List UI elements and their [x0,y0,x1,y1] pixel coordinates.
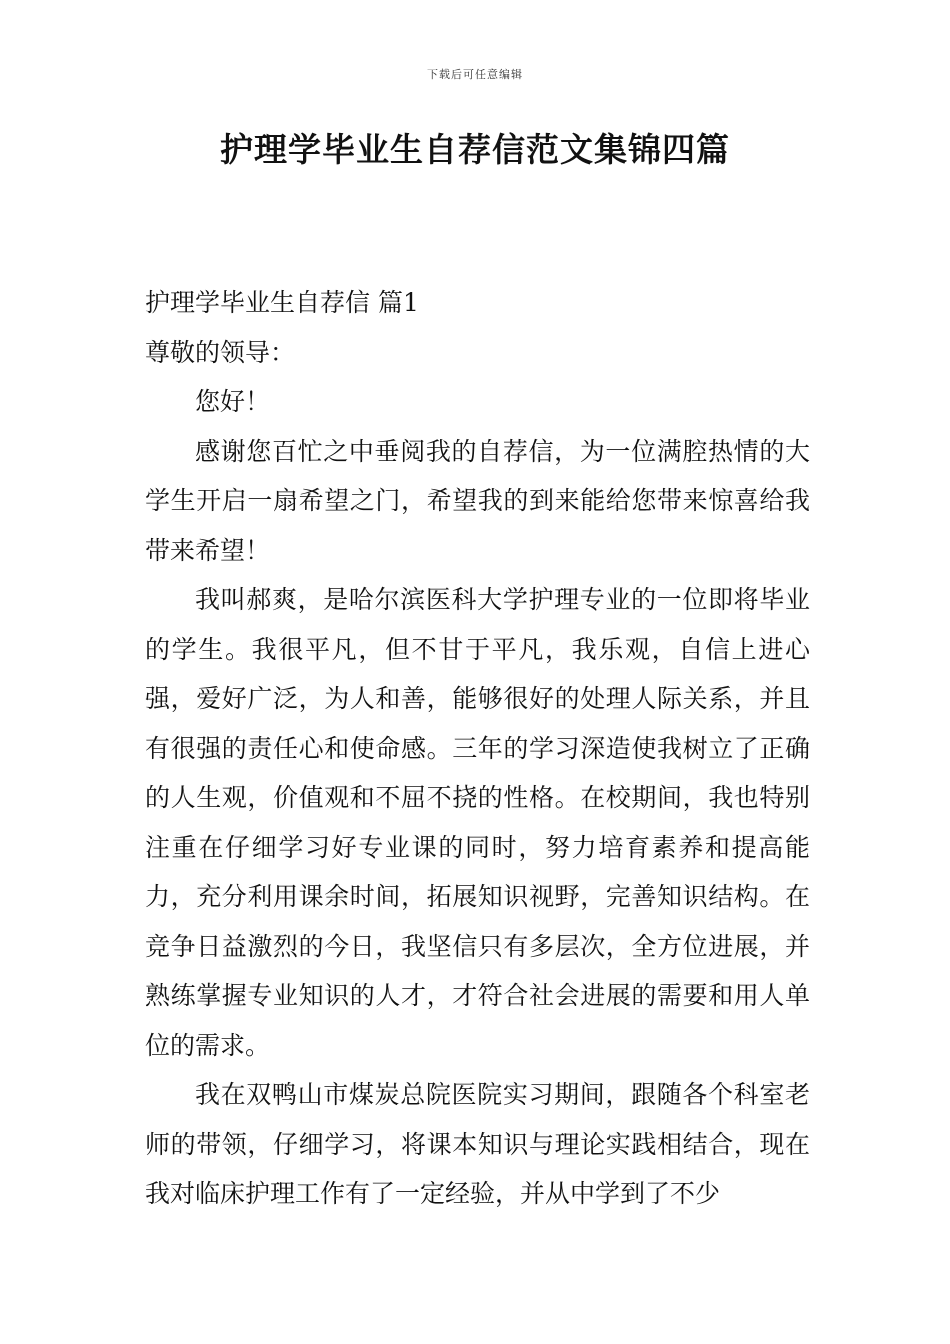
paragraph-thanks: 感谢您百忙之中垂阅我的自荐信，为一位满腔热情的大学生开启一扇希望之门，希望我的到来能给您带来惊喜给我带来希望！ [145,436,810,565]
document-body [145,278,810,1219]
header-note: 下载后可任意编辑 [427,68,523,81]
greeting: 您好！ [195,387,271,416]
document-title: 护理学毕业生自荐信范文集锦四篇 [220,130,730,169]
paragraph-internship: 我在双鸭山市煤炭总院医院实习期间，跟随各个科室老师的带领，仔细学习，将课本知识与理论实践相结合，现在我对临床护理工作有了一定经验，并从中学到了不少 [145,1080,810,1208]
salutation: 尊敬的领导： [145,337,296,367]
paragraph-introduction: 我叫郝爽，是哈尔滨医科大学护理专业的一位即将毕业的学生。我很平凡，但不甘于平凡，我乐观，自信上进心强，爱好广泛，为人和善，能够很好的处理人际关系，并且有很强的责任心和使命感。三年的学习深造使我树立了正确的人生观，价值观和不屈不挠的性格。在校期间，我也特别注重在仔细学习好专业课的同时，努力培育素养和提高能力，充分利用课余时间，拓展知识视野，完善知识结构。在竞争日益激烈的今日，我坚信只有多层次，全方位进展，并熟练掌握专业知识的人才，才符合社会进展的需要和用人单位的需求。 [145,585,810,1060]
section-heading: 护理学毕业生自荐信 篇1 [145,288,419,317]
